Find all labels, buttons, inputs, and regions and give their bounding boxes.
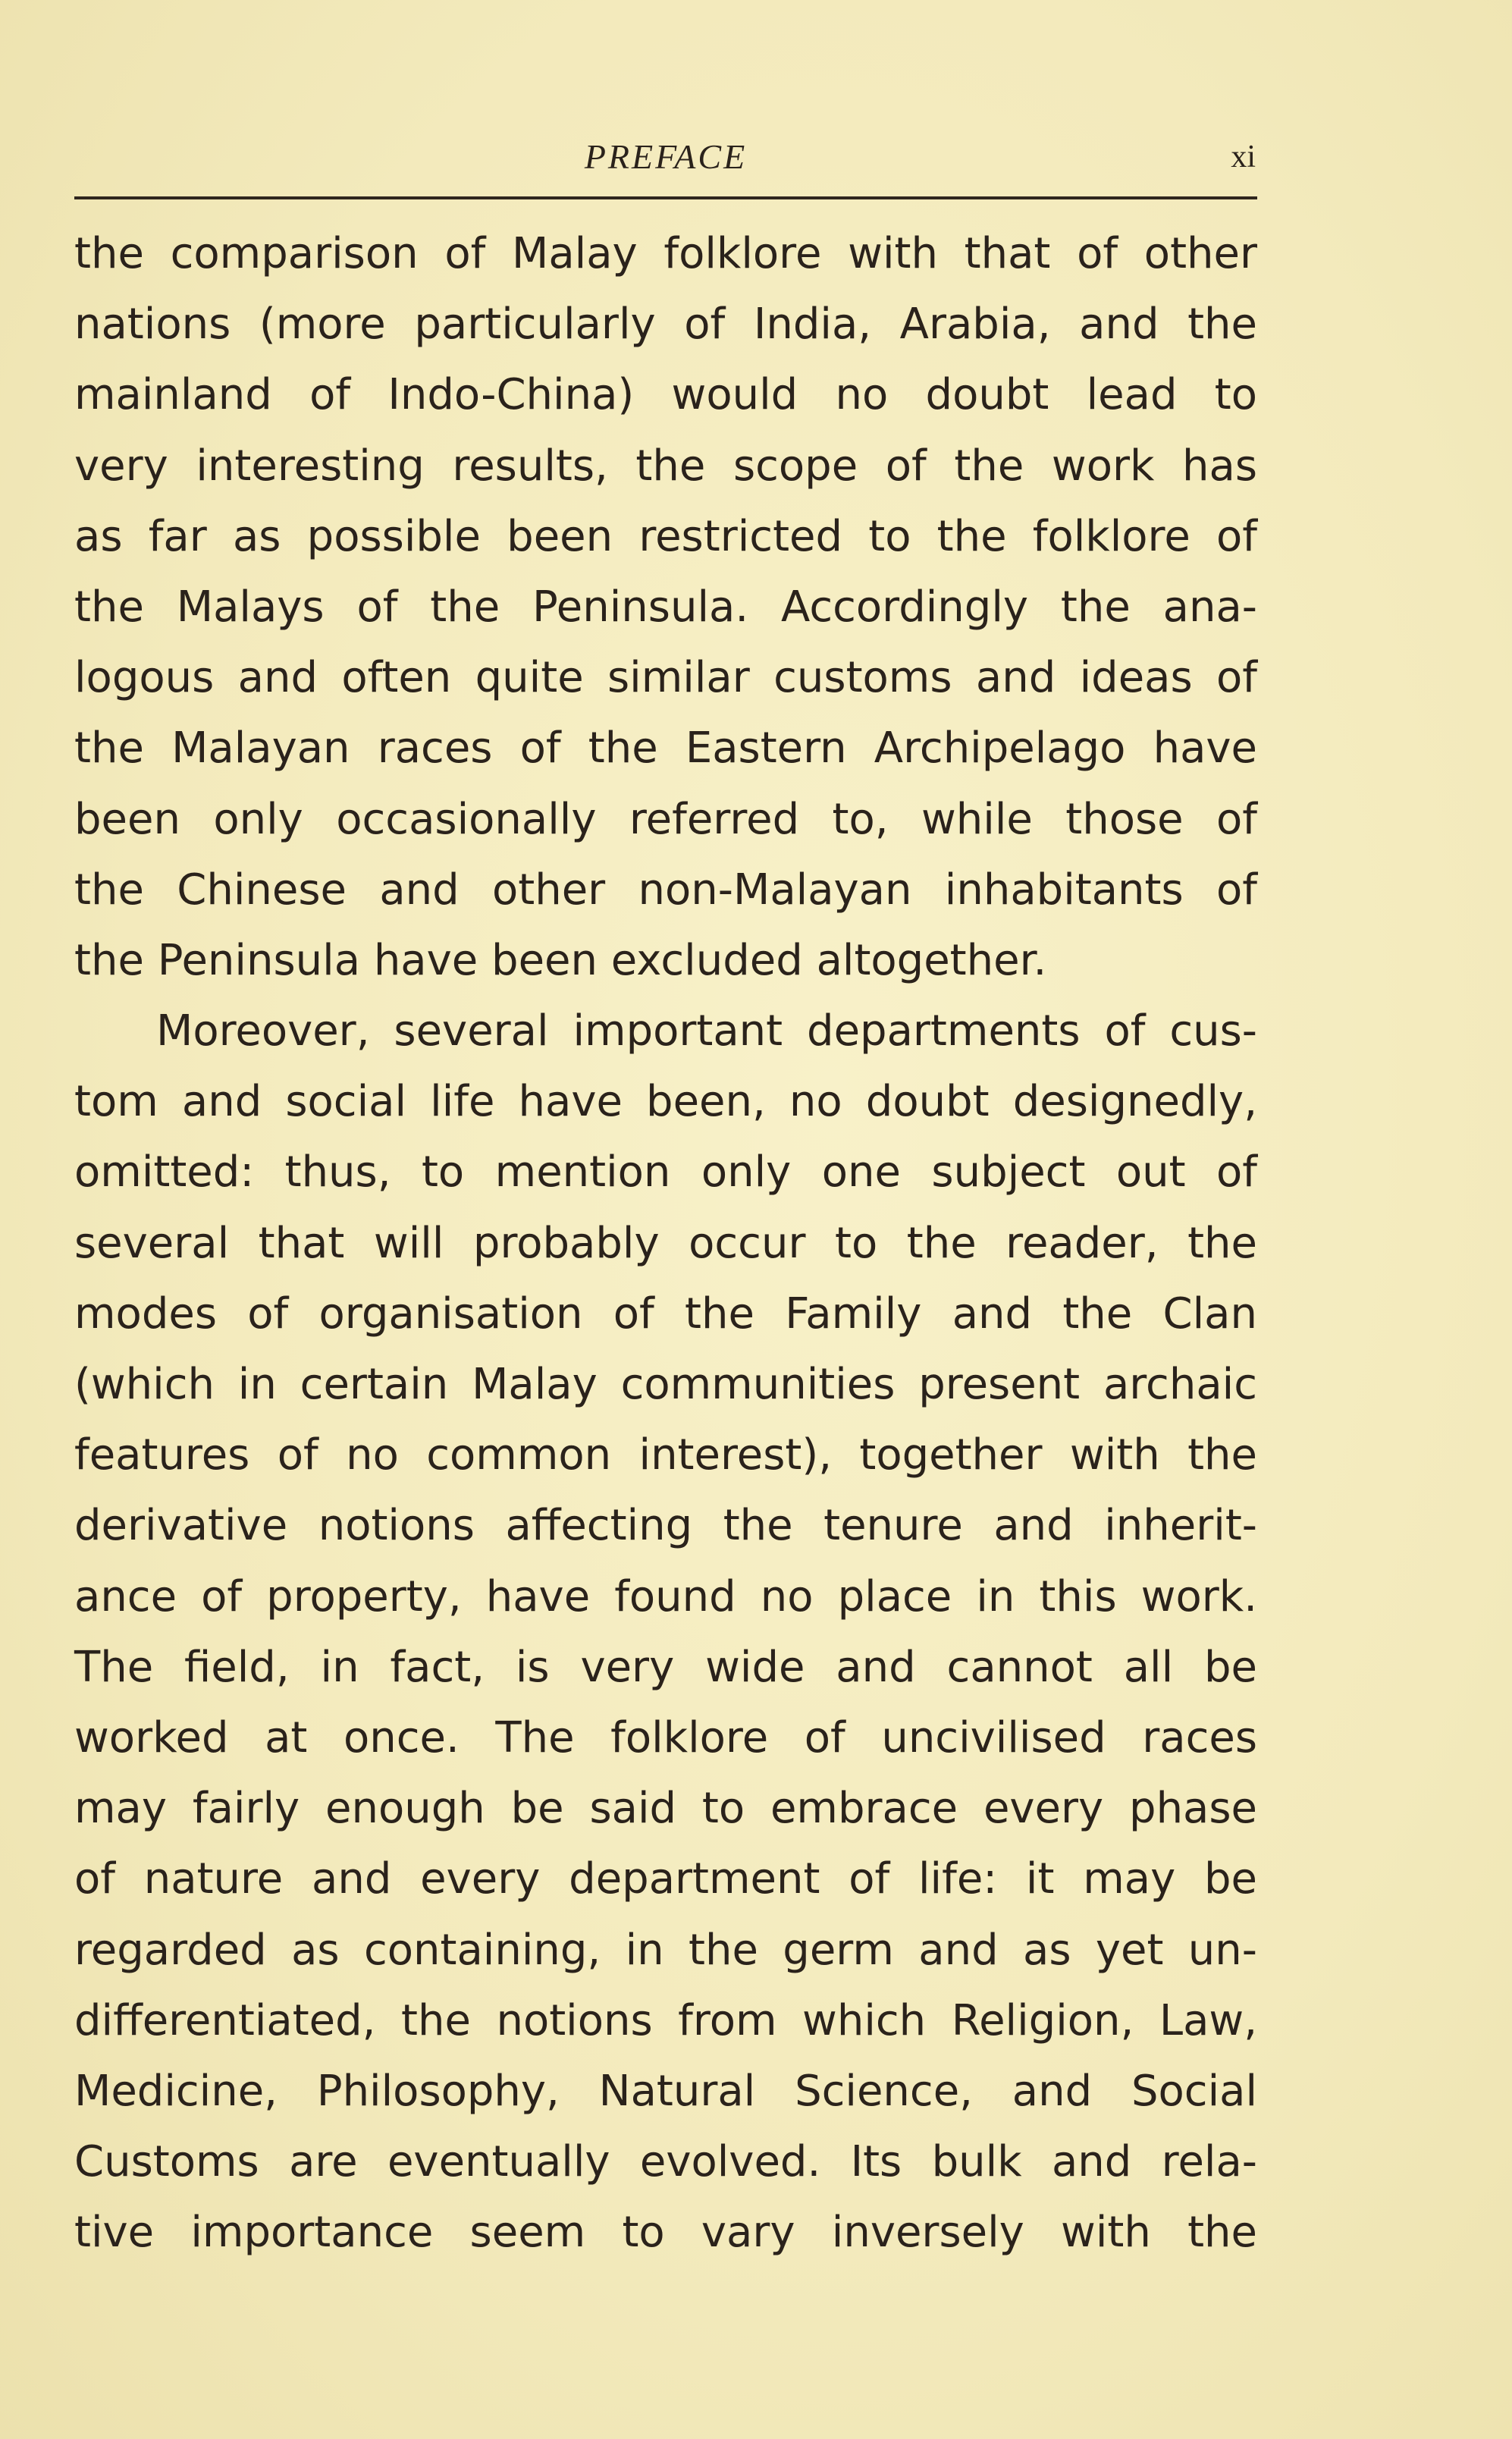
text-line: very interesting results, the scope of the work has <box>74 441 1257 491</box>
text-line: the comparison of Malay folklore with that of other <box>74 229 1257 278</box>
text-line: (which in certain Malay communities present archaic <box>74 1360 1257 1409</box>
text-line: tom and social life have been, no doubt designedly, <box>74 1077 1257 1127</box>
text-line: The field, in fact, is very wide and cannot all be <box>74 1642 1257 1692</box>
text-line: been only occasionally referred to, while those of <box>74 794 1257 844</box>
text-line: regarded as containing, in the germ and as yet un- <box>74 1925 1257 1975</box>
text-line: worked at once. The folklore of uncivilised races <box>74 1712 1257 1763</box>
text-line: Moreover, several important departments of cus- <box>156 1006 1257 1056</box>
text-line: as far as possible been restricted to the folklore of <box>74 511 1257 561</box>
text-line: several that will probably occur to the reader, the <box>74 1218 1257 1268</box>
page-number: xi <box>1231 140 1256 174</box>
text-line: ance of property, have found no place in this work. <box>74 1571 1257 1621</box>
text-line: Medicine, Philosophy, Natural Science, and Social <box>74 2066 1257 2116</box>
text-line: derivative notions affecting the tenure and inherit- <box>74 1501 1257 1551</box>
text-line: modes of organisation of the Family and the Clan <box>74 1289 1257 1339</box>
text-line: the Chinese and other non-Malayan inhabitants of <box>74 865 1257 915</box>
text-line: features of no common interest), together with the <box>74 1430 1257 1480</box>
text-line: tive importance seem to vary inversely with the <box>74 2208 1257 2258</box>
text-line: the Malayan races of the Eastern Archipelago have <box>74 724 1257 774</box>
text-line: Customs are eventually evolved. Its bulk and rela- <box>74 2137 1257 2187</box>
text-line: the Malays of the Peninsula. Accordingly the ana- <box>74 582 1257 632</box>
text-line: of nature and every department of life: it may be <box>74 1854 1257 1904</box>
text-line: mainland of Indo-China) would no doubt lead to <box>74 370 1257 420</box>
header-rule <box>74 196 1257 199</box>
text-line: nations (more particularly of India, Arabia, and the <box>74 300 1257 350</box>
text-line: logous and often quite similar customs and ideas of <box>74 653 1257 703</box>
body-text <box>74 218 1257 2268</box>
running-head <box>74 130 1257 184</box>
text-line: omitted: thus, to mention only one subject out of <box>74 1147 1257 1198</box>
text-line: may fairly enough be said to embrace every phase <box>74 1784 1257 1834</box>
text-line: the Peninsula have been excluded altogether. <box>74 935 1047 985</box>
running-title: PREFACE <box>584 137 748 176</box>
text-line: differentiated, the notions from which Religion, Law, <box>74 1995 1257 2045</box>
